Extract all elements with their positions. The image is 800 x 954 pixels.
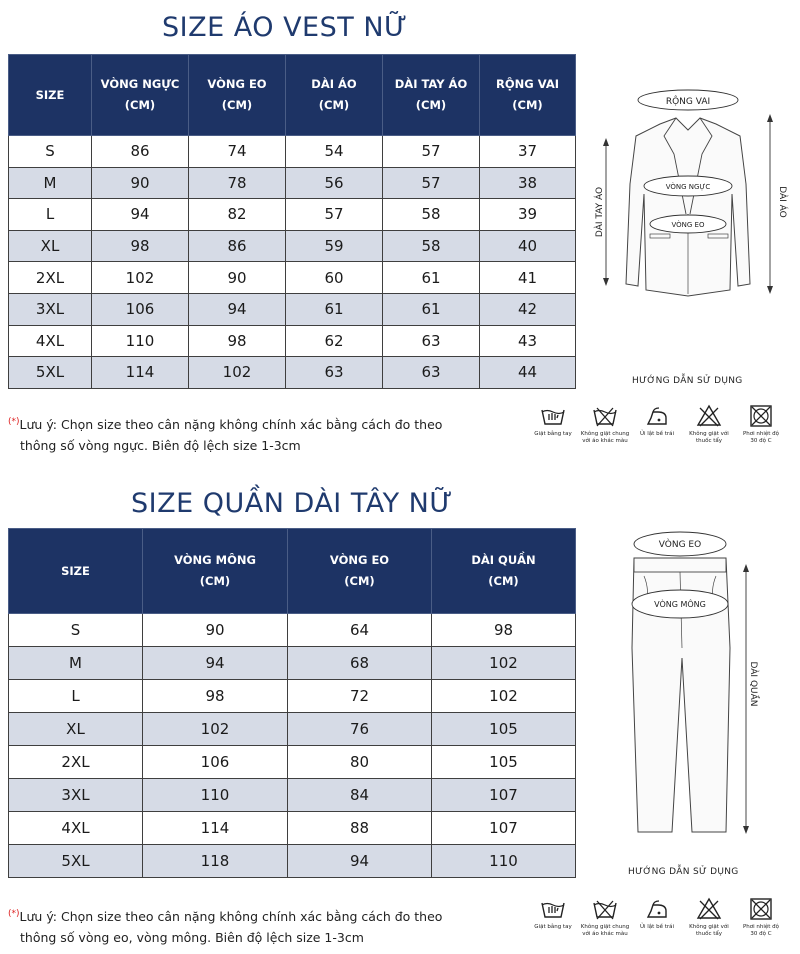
length-cell: 54: [286, 136, 383, 168]
table-row: [9, 779, 576, 812]
pants-measurement-figure: [620, 528, 760, 840]
vest-size-note: [8, 412, 442, 456]
chest-cell: 110: [92, 325, 189, 357]
length-label: DÀI ÁO: [777, 186, 787, 218]
care-item: Phơi nhiệt độ 30 độ C: [735, 404, 787, 445]
size-cell: M: [9, 167, 92, 199]
col-header-waist: VÒNG EO (CM): [288, 529, 432, 614]
chest-cell: 90: [92, 167, 189, 199]
size-cell: L: [9, 680, 143, 713]
note-line-1: Lưu ý: Chọn size theo cân nặng không chính xác bằng cách đo theo: [19, 417, 443, 433]
hip-label: VÒNG MÔNG: [654, 600, 706, 609]
waist-cell: 64: [288, 614, 432, 647]
size-cell: S: [9, 614, 143, 647]
hip-cell: 106: [143, 746, 288, 779]
waist-cell: 98: [189, 325, 286, 357]
table-header-row: [9, 529, 576, 614]
table-row: [9, 199, 576, 231]
tumble-dry-icon: [748, 897, 774, 921]
care-item: Không giặt với thuốc tẩy: [683, 404, 735, 445]
care-item: Ủi lật bề trái: [631, 404, 683, 445]
size-cell: XL: [9, 230, 92, 262]
sleeve-cell: 57: [383, 136, 480, 168]
waist-cell: 88: [288, 812, 432, 845]
care-item: Không giặt chung với áo khác màu: [579, 404, 631, 445]
tumble-dry-icon: [748, 404, 774, 428]
hip-cell: 90: [143, 614, 288, 647]
table-row: [9, 713, 576, 746]
waist-cell: 74: [189, 136, 286, 168]
note-line-1: Lưu ý: Chọn size theo cân nặng không chính xác bằng cách đo theo: [19, 909, 443, 925]
care-item: Không giặt với thuốc tẩy: [683, 897, 735, 938]
table-row: [9, 325, 576, 357]
waist-cell: 90: [189, 262, 286, 294]
note-line-2: thông số vòng ngực. Biên độ lệch size 1-3cm: [20, 438, 301, 454]
care-icons-row: [527, 404, 787, 445]
size-cell: XL: [9, 713, 143, 746]
size-cell: 3XL: [9, 293, 92, 325]
waist-cell: 68: [288, 647, 432, 680]
pants-size-note: [8, 904, 442, 948]
care-item: Ủi lật bề trái: [631, 897, 683, 938]
hip-cell: 118: [143, 845, 288, 878]
waist-cell: 72: [288, 680, 432, 713]
table-row: [9, 136, 576, 168]
hip-cell: 98: [143, 680, 288, 713]
note-line-2: thông số vòng eo, vòng mông. Biên độ lệch size 1-3cm: [20, 930, 364, 946]
sleeve-cell: 58: [383, 199, 480, 231]
shoulder-cell: 38: [480, 167, 576, 199]
sleeve-cell: 63: [383, 357, 480, 389]
hip-cell: 102: [143, 713, 288, 746]
col-header-waist: VÒNG EO (CM): [189, 55, 286, 136]
table-row: [9, 262, 576, 294]
hip-cell: 94: [143, 647, 288, 680]
table-row: [9, 614, 576, 647]
vest-measurement-figure: [590, 84, 790, 304]
size-cell: 5XL: [9, 845, 143, 878]
length-cell: 59: [286, 230, 383, 262]
shoulder-cell: 37: [480, 136, 576, 168]
length-cell: 102: [432, 680, 576, 713]
waist-cell: 78: [189, 167, 286, 199]
chest-cell: 94: [92, 199, 189, 231]
sleeve-cell: 58: [383, 230, 480, 262]
shoulder-cell: 40: [480, 230, 576, 262]
size-cell: 5XL: [9, 357, 92, 389]
waist-label: VÒNG EO: [658, 540, 702, 550]
chest-label: VÒNG NGỰC: [665, 183, 711, 191]
waist-cell: 84: [288, 779, 432, 812]
length-label: DÀI QUẦN: [748, 661, 758, 707]
table-row: [9, 845, 576, 878]
sleeve-cell: 63: [383, 325, 480, 357]
pants-size-table: [8, 528, 576, 878]
size-cell: M: [9, 647, 143, 680]
length-cell: 61: [286, 293, 383, 325]
no-bleach-icon: [696, 404, 722, 428]
col-header-length: DÀI ÁO (CM): [286, 55, 383, 136]
note-asterisk: (*): [8, 417, 20, 427]
waist-cell: 94: [189, 293, 286, 325]
length-cell: 60: [286, 262, 383, 294]
length-cell: 107: [432, 779, 576, 812]
table-row: [9, 357, 576, 389]
length-cell: 57: [286, 199, 383, 231]
sleeve-cell: 61: [383, 293, 480, 325]
care-item: Phơi nhiệt độ 30 độ C: [735, 897, 787, 938]
size-cell: 4XL: [9, 812, 143, 845]
length-cell: 105: [432, 713, 576, 746]
table-header-row: [9, 55, 576, 136]
chest-cell: 114: [92, 357, 189, 389]
care-item: Giặt bằng tay: [527, 404, 579, 445]
col-header-chest: VÒNG NGỰC (CM): [92, 55, 189, 136]
note-asterisk: (*): [8, 909, 20, 919]
table-row: [9, 680, 576, 713]
size-cell: 4XL: [9, 325, 92, 357]
table-row: [9, 647, 576, 680]
vest-size-table: [8, 54, 576, 389]
size-cell: L: [9, 199, 92, 231]
waist-cell: 94: [288, 845, 432, 878]
shoulder-cell: 41: [480, 262, 576, 294]
size-cell: 3XL: [9, 779, 143, 812]
length-cell: 102: [432, 647, 576, 680]
table-row: [9, 167, 576, 199]
waist-cell: 102: [189, 357, 286, 389]
care-guide-heading: HƯỚNG DẪN SỬ DỤNG: [628, 867, 739, 877]
col-header-sleeve: DÀI TAY ÁO (CM): [383, 55, 480, 136]
length-cell: 98: [432, 614, 576, 647]
size-cell: 2XL: [9, 262, 92, 294]
care-item: Giặt bằng tay: [527, 897, 579, 938]
length-cell: 56: [286, 167, 383, 199]
shoulder-cell: 43: [480, 325, 576, 357]
no-bleach-icon: [696, 897, 722, 921]
shoulder-cell: 42: [480, 293, 576, 325]
size-cell: S: [9, 136, 92, 168]
care-icons-row: [527, 897, 787, 938]
hand-wash-icon: [540, 404, 566, 428]
sleeve-label: DÀI TAY ÁO: [595, 186, 605, 238]
table-row: [9, 812, 576, 845]
hip-cell: 110: [143, 779, 288, 812]
col-header-size: SIZE: [9, 55, 92, 136]
chest-cell: 102: [92, 262, 189, 294]
col-header-length: DÀI QUẦN (CM): [432, 529, 576, 614]
shoulder-cell: 39: [480, 199, 576, 231]
no-mix-wash-icon: [592, 404, 618, 428]
care-item: Không giặt chung với áo khác màu: [579, 897, 631, 938]
waist-cell: 80: [288, 746, 432, 779]
length-cell: 105: [432, 746, 576, 779]
shoulder-cell: 44: [480, 357, 576, 389]
size-cell: 2XL: [9, 746, 143, 779]
shoulder-label: RỘNG VAI: [665, 97, 711, 107]
col-header-hip: VÒNG MÔNG (CM): [143, 529, 288, 614]
col-header-shoulder: RỘNG VAI (CM): [480, 55, 576, 136]
length-cell: 107: [432, 812, 576, 845]
length-cell: 63: [286, 357, 383, 389]
iron-icon: [644, 897, 670, 921]
hand-wash-icon: [540, 897, 566, 921]
sleeve-cell: 57: [383, 167, 480, 199]
sleeve-cell: 61: [383, 262, 480, 294]
table-row: [9, 230, 576, 262]
length-cell: 110: [432, 845, 576, 878]
waist-cell: 76: [288, 713, 432, 746]
iron-icon: [644, 404, 670, 428]
care-guide-heading: HƯỚNG DẪN SỬ DỤNG: [632, 376, 743, 386]
table-row: [9, 293, 576, 325]
waist-label: VÒNG EO: [671, 221, 705, 229]
pants-size-title: SIZE QUẦN DÀI TÂY NỮ: [131, 488, 454, 519]
col-header-size: SIZE: [9, 529, 143, 614]
vest-size-title: SIZE ÁO VEST NỮ: [162, 12, 408, 43]
waist-cell: 82: [189, 199, 286, 231]
chest-cell: 106: [92, 293, 189, 325]
no-mix-wash-icon: [592, 897, 618, 921]
table-row: [9, 746, 576, 779]
chest-cell: 86: [92, 136, 189, 168]
length-cell: 62: [286, 325, 383, 357]
hip-cell: 114: [143, 812, 288, 845]
chest-cell: 98: [92, 230, 189, 262]
waist-cell: 86: [189, 230, 286, 262]
